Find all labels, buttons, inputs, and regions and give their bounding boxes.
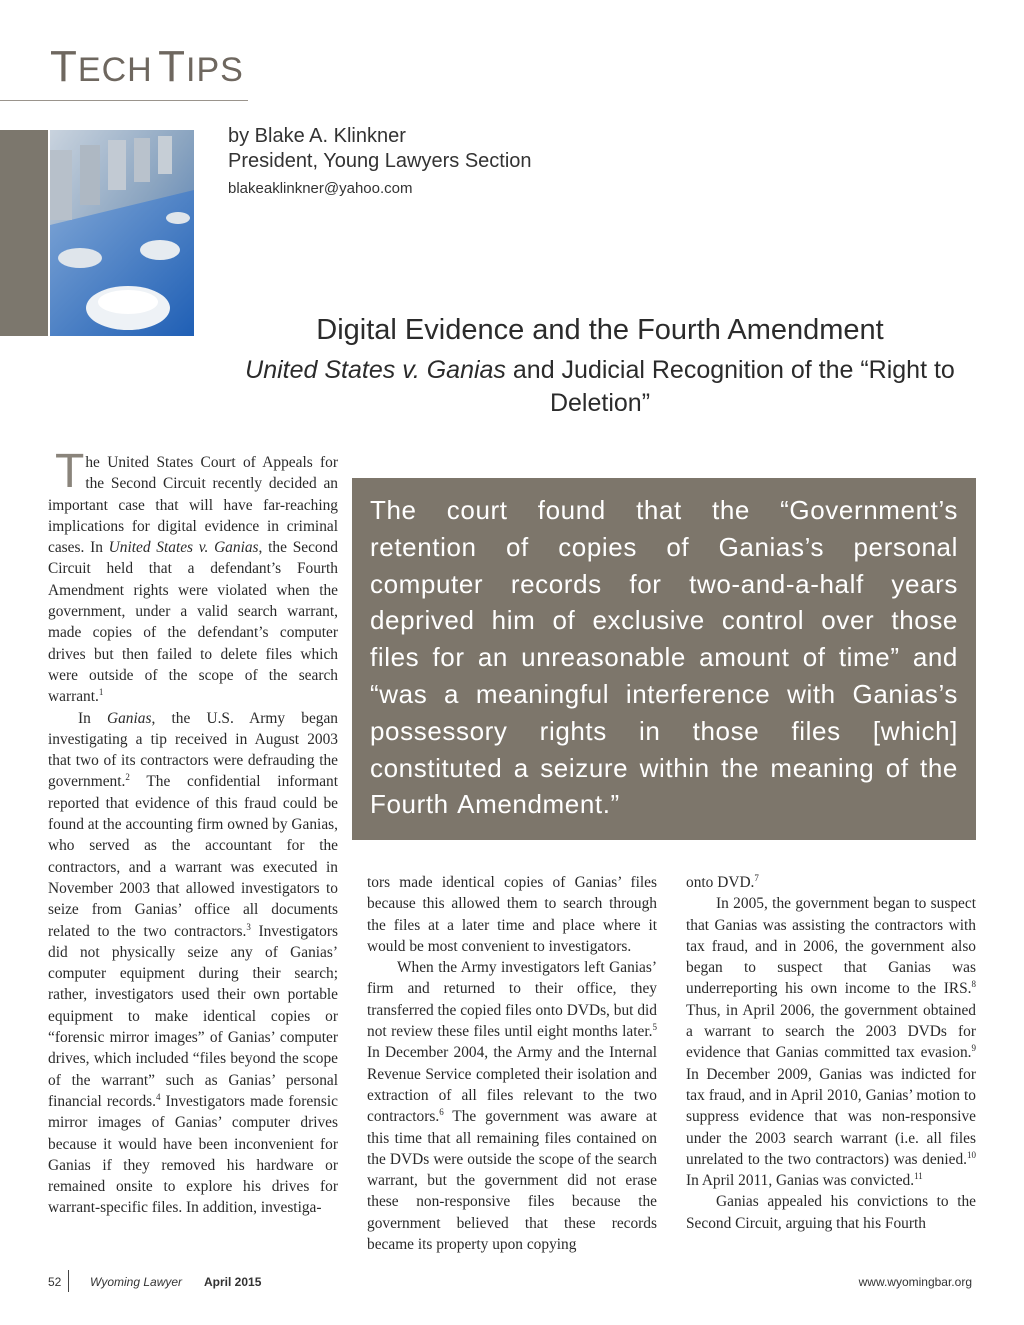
text-run: he United States Court of Appeals for the Second Circuit recently decided an important case that will have far-reaching implications for digital evidence in criminal cases. In (48, 454, 338, 557)
text-run: When the Army investigators left Ganias’ firm and returned to their office, they transferred the copied files onto DVDs, but did not review these files until eight months later. (367, 959, 657, 1041)
website-link[interactable]: www.wyomingbar.org (858, 1275, 972, 1289)
article-headline (230, 312, 970, 420)
byline (228, 124, 532, 197)
section-title-letter: T (50, 42, 78, 91)
section-title (50, 42, 244, 92)
subtitle-case-name: United States v. Ganias (245, 356, 506, 384)
text-run: The confidential informant reported that evidence of this fraud could be found at the accounting firm owned by Ganias, who served as the accountant for the contractors, and a warrant was executed in November 2003 that allowed investigators to seize from Ganias’ office all documents related to the two contractors. (48, 773, 338, 940)
article-paragraph (48, 708, 338, 1219)
text-run: Thus, in April 2006, the government obtained a warrant to search the 2003 DVDs for evidence that Ganias committed tax evasion. (686, 1001, 976, 1062)
text-run: In December 2009, Ganias was indicted for tax fraud, and in April 2010, Ganias’ motion to suppress evidence that was non-responsive under the 2003 search warrant (i.e. all files unrelated to the two contractors) was denied. (686, 1065, 976, 1168)
computer-mice-photo (50, 130, 194, 336)
article-paragraph (686, 1191, 976, 1234)
section-title-part: ECH (77, 51, 153, 89)
text-run: , the U.S. Army began investigating a tip received in August 2003 that two of its contractors were defrauding the government. (48, 709, 338, 791)
text-run: tors made identical copies of Ganias’ files because this allowed them to search through the files at a later time and place where it would be most convenient to investigators. (367, 874, 657, 955)
footnote-ref: 9 (971, 1043, 976, 1054)
decorative-bar (0, 130, 48, 336)
footnote-ref: 11 (914, 1171, 923, 1182)
page-footer (48, 1273, 974, 1293)
footnote-ref: 10 (967, 1149, 976, 1160)
case-name: United States v. Ganias (108, 539, 259, 557)
footnote-ref: 1 (98, 687, 104, 698)
article-subtitle (230, 354, 970, 420)
text-run: In 2005, the government began to suspect that Ganias was assisting the contractors with tax fraud, and in 2006, the government also began to suspect that Ganias was underreporting his own income to the IRS. (686, 895, 976, 998)
text-run: Investigators did not physically seize any of Ganias’ computer equipment during their search; rather, investigators used their own portable equipment to make identical copies or “forensic mirror images” of Ganias’ computer drives, which included “files beyond the scope of the warrant” such as Ganias’ personal financial records. (48, 922, 338, 1110)
footnote-ref: 8 (971, 979, 976, 990)
footnote-ref: 4 (156, 1091, 161, 1102)
footnote-ref: 7 (754, 872, 759, 883)
section-title-letter: T (158, 42, 187, 91)
text-run: Ganias appealed his convictions to the Second Circuit, arguing that his Fourth (686, 1193, 976, 1232)
text-run: In April 2011, Ganias was convicted. (686, 1172, 915, 1190)
footer-divider (68, 1270, 69, 1292)
footnote-ref: 2 (125, 772, 130, 783)
footnote-ref: 6 (439, 1107, 444, 1118)
page-number: 52 (48, 1275, 62, 1289)
article-column-2 (367, 872, 657, 1255)
subtitle-rest: and Judicial Recognition of the “Right to Deletion” (512, 356, 955, 417)
text-run: The government was aware at this time that all remaining files contained on the DVDs were outside the scope of the search warrant, but the government did not erase these non-responsive files because the government believed that these records became its property upon copying (367, 1108, 657, 1254)
article-paragraph (686, 872, 976, 893)
text-run: Investigators made forensic mirror images of Ganias’ computer drives because it would have been inconvenient for Ganias if they removed his hardware or remained onsite to explore his drives for warrant-specific files. In addition, investiga- (48, 1092, 338, 1217)
drop-cap: T (55, 445, 85, 498)
text-run: onto DVD. (686, 874, 755, 891)
article-paragraph (48, 445, 338, 708)
article-column-1 (48, 445, 338, 1219)
text-run: In December 2004, the Army and the Internal Revenue Service completed their isolation and extraction of all files relevant to the two contractors. (367, 1044, 657, 1126)
pull-quote-text: The court found that the “Government’s retention of copies of Ganias’s personal computer records for two-and-a-half years deprived him of exclusive control over those files for an unreasonable amount of time” and “was a meaningful interference with Ganias’s possessory rights in those files [which] constituted a seizure within the meaning of the Fourth Amendment.” (370, 495, 958, 820)
pull-quote (352, 478, 976, 840)
title-divider (0, 100, 248, 101)
article-paragraph (367, 957, 657, 1255)
section-title-part: IPS (186, 51, 244, 89)
article-column-3 (686, 872, 976, 1234)
text-run: In (78, 709, 107, 727)
author-role: President, Young Lawyers Section (228, 150, 532, 172)
publication-name: Wyoming Lawyer (90, 1275, 183, 1289)
article-paragraph (367, 872, 657, 957)
author-email[interactable]: blakeaklinkner@yahoo.com (228, 180, 413, 197)
case-name: Ganias (107, 709, 152, 727)
article-paragraph (686, 893, 976, 1191)
footnote-ref: 5 (652, 1021, 657, 1032)
article-title: Digital Evidence and the Fourth Amendment (316, 314, 884, 346)
footnote-ref: 3 (246, 921, 251, 932)
text-run: , the Second Circuit held that a defendant’s Fourth Amendment rights were violated when the government, under a valid search warrant, made copies of the defendant’s computer drives but then failed to delete files which were outside of the scope of the search warrant. (48, 539, 338, 706)
issue-date: April 2015 (204, 1275, 262, 1289)
author-name: by Blake A. Klinkner (228, 125, 406, 147)
